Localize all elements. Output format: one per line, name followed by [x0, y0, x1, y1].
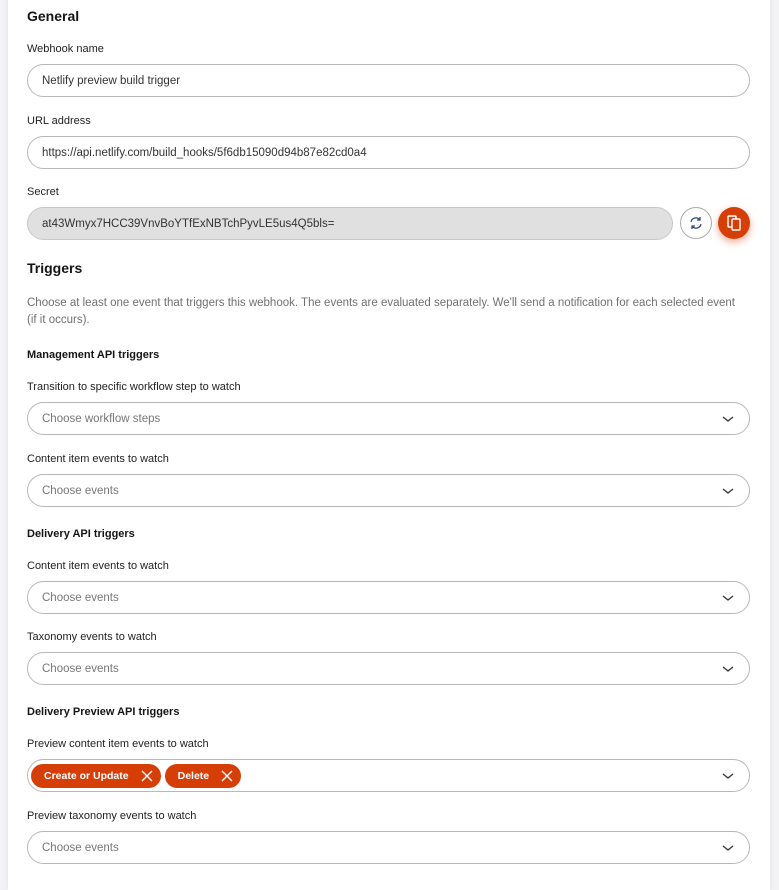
url-label: URL address — [27, 115, 91, 127]
chevron-down-icon — [721, 662, 735, 676]
webhook-name-input[interactable] — [27, 64, 750, 97]
placeholder: Choose workflow steps — [42, 412, 161, 425]
placeholder: Choose events — [42, 841, 119, 854]
placeholder: Choose events — [42, 591, 119, 604]
mgmt-content-events-select[interactable] — [27, 474, 750, 507]
chevron-down-icon — [721, 841, 735, 855]
placeholder: Choose events — [42, 662, 119, 675]
chevron-down-icon — [721, 484, 735, 498]
section-title-triggers: Triggers — [27, 260, 83, 276]
secret-label: Secret — [27, 186, 59, 198]
copy-secret-button[interactable] — [718, 207, 750, 239]
secret-input — [27, 207, 673, 240]
preview-content-events-select[interactable] — [27, 759, 750, 792]
mgmt-content-label: Content item events to watch — [27, 453, 169, 465]
delivery-api-title: Delivery API triggers — [27, 528, 135, 540]
preview-taxonomy-label: Preview taxonomy events to watch — [27, 810, 197, 822]
webhook-name-value: Netlify preview build trigger — [42, 74, 181, 87]
delivery-taxonomy-label: Taxonomy events to watch — [27, 631, 157, 643]
tag-delete — [165, 764, 242, 788]
triggers-description: Choose at least one event that triggers this webhook. The events are evaluated separately. We'll send a notification for each selected event (if it occurs). — [27, 297, 735, 326]
chevron-down-icon — [721, 412, 735, 426]
tag-label: Create or Update — [44, 769, 129, 782]
refresh-icon — [689, 216, 703, 230]
workflow-steps-select[interactable] — [27, 402, 750, 435]
preview-taxonomy-events-select[interactable] — [27, 831, 750, 864]
section-title-general: General — [27, 8, 80, 24]
secret-value: at43Wmyx7HCC39VnvBoYTfExNBTchPyvLE5us4Q5bls= — [42, 217, 335, 230]
url-input[interactable] — [27, 136, 750, 169]
webhook-name-label: Webhook name — [27, 43, 104, 55]
workflow-step-label: Transition to specific workflow step to watch — [27, 381, 241, 393]
preview-content-label: Preview content item events to watch — [27, 738, 209, 750]
regenerate-secret-button[interactable] — [680, 207, 712, 239]
remove-tag-icon[interactable] — [141, 770, 153, 782]
tag-create-or-update — [31, 764, 161, 788]
delivery-taxonomy-events-select[interactable] — [27, 652, 750, 685]
tag-label: Delete — [177, 769, 210, 782]
preview-api-title: Delivery Preview API triggers — [27, 706, 180, 718]
webhook-form-card — [8, 0, 770, 890]
remove-tag-icon[interactable] — [221, 770, 233, 782]
url-value: https://api.netlify.com/build_hooks/5f6db15090d94b87e82cd0a4 — [42, 146, 367, 159]
delivery-content-events-select[interactable] — [27, 581, 750, 614]
copy-icon — [727, 215, 741, 231]
chevron-down-icon — [721, 769, 735, 783]
chevron-down-icon — [721, 591, 735, 605]
placeholder: Choose events — [42, 484, 119, 497]
management-api-title: Management API triggers — [27, 349, 160, 361]
delivery-content-label: Content item events to watch — [27, 560, 169, 572]
